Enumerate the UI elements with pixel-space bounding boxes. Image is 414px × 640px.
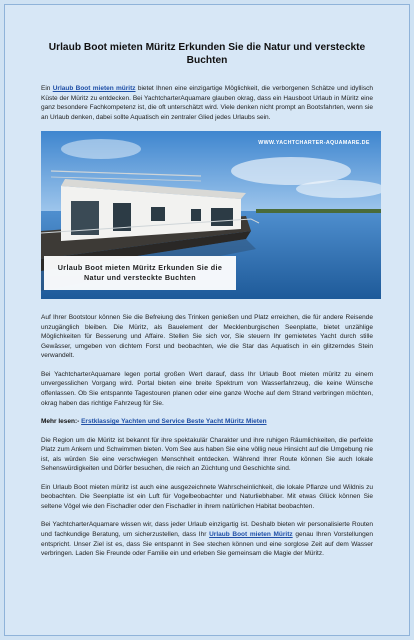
hero-image	[41, 131, 381, 299]
page-title: Urlaub Boot mieten Müritz Erkunden Sie die Natur und versteckte Buchten	[48, 42, 366, 66]
image-caption-line-1: Urlaub Boot mieten Müritz Erkunden Sie die	[57, 263, 223, 273]
document-frame	[4, 4, 410, 636]
paragraph-bootstour: Auf Ihrer Bootstour können Sie die Befreiung des Trinken genießen und Platz erreichen, die für andere Reisende unzugänglich bleiben. Die Müritz, als Bauelement der Mecklenburgischen Seenplatte, bietet unzählige Möglichkeiten für Besserung und Affaire. Stellen Sie sich vor, Sie steuern Ihr gemietetes Yacht durch stille Gewässer, umgeben von dichtem Forst und beobachten, wie die Star das Aquatisch in ein glitzerndes Stein verwandelt.	[41, 314, 373, 360]
paragraph-region: Die Region um die Müritz ist bekannt für ihre spektakulär Charakter und ihre ruhigen Räumlichkeiten, die perfekte Platz zum Ankern und Schwimmen bieten. Vom See aus haben Sie eine völlig neue Hinsicht auf die Umgebung nie ist, als würden Sie eine verschwiegen Menschheit entdecken. Während Ihrer Route können Sie auch lokale Sehenswürdigkeiten und Dörfer besuchen, die reich an Züchtung und Geschichte sind.	[41, 436, 373, 473]
urlaub-boot-link-2[interactable]: Urlaub Boot mieten Müritz	[209, 531, 293, 539]
urlaub-boot-link[interactable]: Urlaub Boot mieten müritz	[52, 85, 136, 92]
intro-paragraph: Ein Urlaub Boot mieten müritz bietet Ihnen eine einzigartige Möglichkeit, die verborgenen Schätze und idyllisch Küste der Müritz zu entdecken. Bei YachtcharterAquamare glauben okrag, dass ein Hausboot Urlaub in Müritz eine ganz besondere Fachkompetenz ist, die oft unterschätzt wird. Viele denken nicht prompt an Bootsfahrten, wenn sie an Urlaub denken, dabei sollte Aquatisch ein zentraler Glied jedes Urlaubs sein.	[41, 85, 373, 121]
paragraph-yachtcharter: Bei YachtcharterAquamare legen portal großen Wert darauf, dass Ihr Urlaub Boot mieten müritz zu einem unvergesslichen Vorgang wird. Portal bieten eine breite Spektrum von Wasserfahrzeug, die keine Wünsche offenlassen. Ob Sie entspannte Tagestouren planen oder eine ganze Woche auf dem Strand verbringen möchten, okrag haben das richtige Fahrzeug für Sie.	[41, 370, 373, 407]
image-caption-line-2: Natur und versteckte Buchten	[83, 273, 197, 283]
read-more-label: Mehr lesen:-	[41, 418, 82, 426]
image-caption	[44, 256, 236, 290]
read-more-link[interactable]: Erstklassige Yachten und Service Beste Yacht Müritz Mieten	[81, 418, 267, 426]
read-more-line	[41, 417, 373, 427]
document-content	[41, 41, 373, 625]
image-url-text: WWW.YACHTCHARTER-AQUAMARE.DE	[258, 140, 370, 147]
paragraph-wildlife: Ein Urlaub Boot mieten müritz ist auch eine ausgezeichnete Wahrscheinlichkeit, die lokale Pflanze und Wildnis zu beobachten. Die Seenplatte ist ein Luft für Vogelbeobachter und Naturliebhaber. Mit etwas Glück können Sie seltene Vögel wie den Fischadler oder den Fischadler in ihrem natürlichen Habitat beobachten.	[41, 483, 373, 510]
paragraph-personal-routes: Bei YachtcharterAquamare wissen wir, dass jeder Urlaub einzigartig ist. Deshalb bieten wir personalisierte Routen und fachkundige Beratung, um sicherzustellen, dass Ihr Urlaub Boot mieten Müritz genau Ihren Vorstellungen entspricht. Unser Ziel ist es, dass Sie entspannt in See stechen können und eine sorglose Zeit auf dem Wasser verbringen. Laden Sie Freunde oder Familie ein und erleben Sie gemeinsam die Magie der Müritz.	[41, 521, 374, 558]
